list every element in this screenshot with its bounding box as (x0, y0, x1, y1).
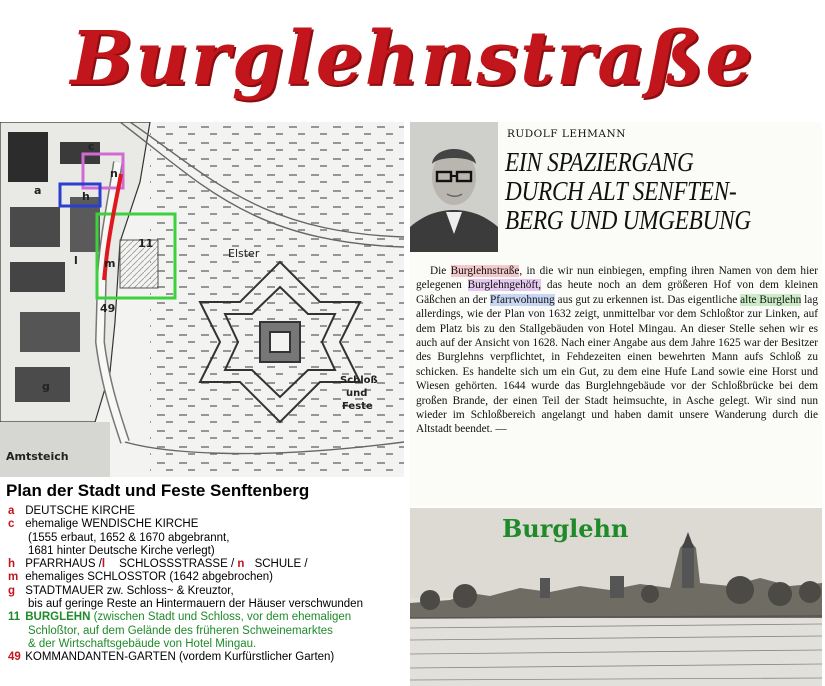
page-title: Burglehnstraße (70, 16, 755, 102)
highlight-burglehngehoeft: Burglehngehöft, (467, 279, 542, 292)
article-author: RUDOLF LEHMANN (507, 128, 626, 140)
highlight-burglehnstrasse: Burglehnstraße (450, 265, 520, 277)
legend-row: 1681 hinter Deutsche Kirche verlegt) (28, 544, 215, 557)
legend-row: m ehemaliges SCHLOSSTOR (1642 abgebrochen) (8, 571, 274, 584)
article-clipping (410, 122, 822, 506)
legend-row: & der Wirtschaftsgebäude von Hotel Mingau. (28, 637, 257, 650)
engraving-label: Burglehn (502, 514, 629, 543)
map-label-schloss: Schloß (340, 375, 378, 386)
map-label-c: c (88, 140, 95, 153)
legend-title: Plan der Stadt und Feste Senftenberg (6, 481, 310, 500)
map-label-elster: Elster (228, 247, 260, 260)
map-label-11: 11 (138, 237, 154, 250)
legend-row: g STADTMAUER zw. Schloss~ & Kreuztor, (8, 584, 234, 597)
legend-row: h PFARRHAUS /l SCHLOSSSTRASSE / n SCHULE / (8, 558, 308, 571)
map-label-amtsteich: Amtsteich (6, 450, 69, 463)
legend-row: Schloßtor, auf dem Gelände des früheren Schweinemarktes (28, 624, 333, 637)
legend-row: 49 KOMMANDANTEN-GARTEN (vordem Kurfürstlicher Garten) (8, 651, 335, 664)
map-label-a: a (34, 184, 42, 197)
map-label-n: n (110, 167, 118, 180)
map-drawing (0, 122, 404, 477)
legend-row: 11 BURGLEHN (zwischen Stadt und Schloss, vor dem ehemaligen (8, 611, 352, 624)
highlight-alte-burglehn: alte Burglehn (740, 293, 802, 306)
map-legend (8, 505, 408, 665)
map-label-feste: Feste (342, 401, 373, 412)
article-body: Die Burglehnstraße, in die wir nun einbiegen, empfing ihren Namen von dem hier gelegenen Burglehngehöft, das heute noch an dem größeren Hof von dem kleinen Gäßchen an der Pfarrwohnung aus gut zu erkennen ist. Das eigentliche alte Burglehn lag allerdings, wie der Plan von 1632 zeigt, unmittelbar vor dem Schloßtor zur Linken, auf dem Platz bis zu den Stallgebäuden von Hotel Mingau. An dieser Stelle sehen wir es auch auf der Ansicht von 1628. Nach einer Angabe aus dem Jahre 1625 war der Besitzer des Burglehns verpflichtet, in Fehdezeiten einen bewehrten Mann aufs Schloß zu schicken. Es handelte sich um ein Gut, zu dem eine Hufe Land sowie eine Horst und Wiesen gehörten. 1644 wurde das Burglehngebäude vor der Schloßbrücke bei dem großen Brande, der einen Teil der Stadt heimsuchte, in Asche gelegt. Wir sind nun wieder im Schloßbereich angelangt und haben damit unsere Wanderung durch die Altstadt beendet. — (416, 265, 818, 436)
article-headline: EIN SPAZIERGANG DURCH ALT SENFTEN- BERG UND UMGEBUNG (505, 147, 751, 235)
legend-row: c ehemalige WENDISCHE KIRCHE (8, 518, 199, 531)
map-label-m: m (104, 257, 116, 270)
map-label-l: l (74, 254, 78, 267)
highlight-pfarrwohnung: Pfarrwohnung (490, 293, 555, 306)
historic-engraving (410, 508, 822, 686)
map-label-und: und (346, 388, 368, 399)
legend-row: bis auf geringe Reste an Hintermauern der Häuser verschwunden (28, 598, 363, 611)
town-map (0, 122, 404, 477)
legend-row: a DEUTSCHE KIRCHE (8, 505, 136, 517)
legend-row: (1555 erbaut, 1652 & 1670 abgebrannt, (28, 531, 230, 544)
map-label-49: 49 (100, 302, 116, 315)
author-portrait (410, 122, 498, 252)
map-label-h: h (82, 190, 90, 203)
map-label-g: g (42, 380, 50, 393)
